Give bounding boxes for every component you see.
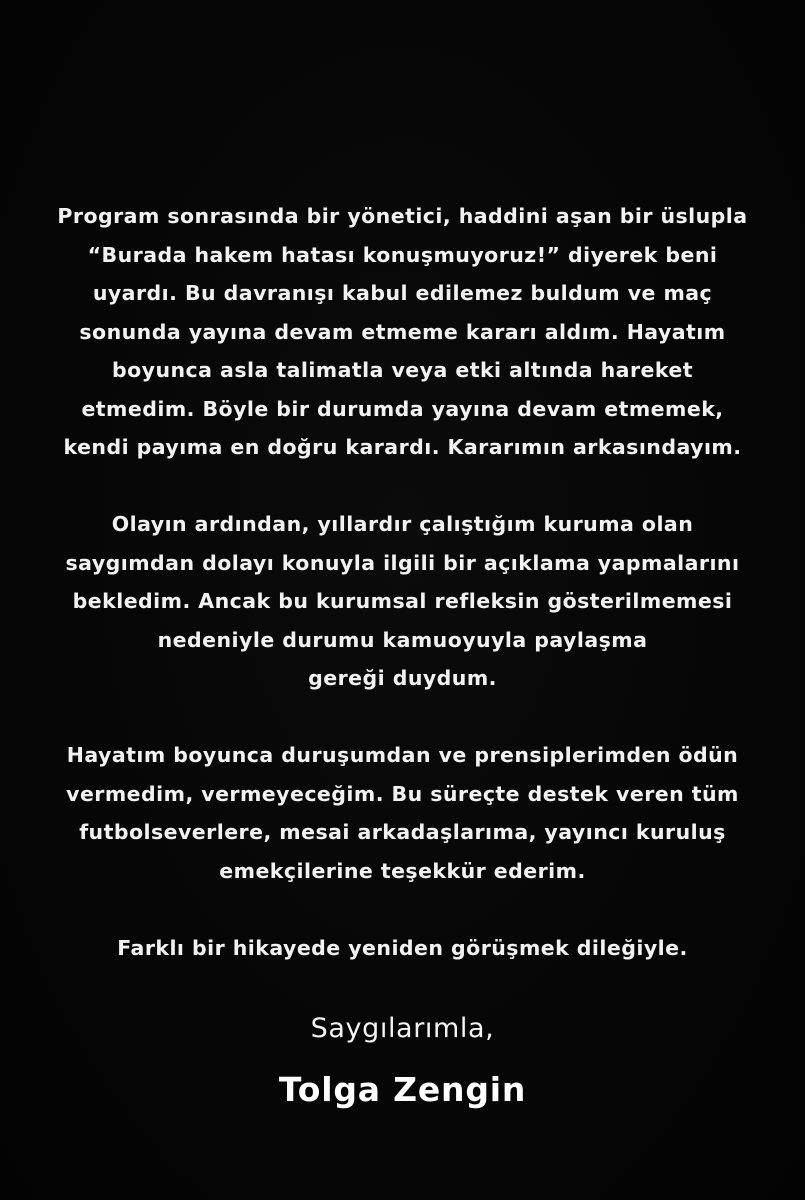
statement-body (20, 197, 785, 967)
text-line: Olayın ardından, yıllardır çalıştığım kuruma olan (111, 512, 694, 536)
closing-block (0, 1007, 805, 1112)
text-line: Hayatım boyunca duruşumdan ve prensiplerimden ödün (66, 743, 739, 767)
paragraph-incident (20, 197, 785, 467)
paragraph-spacer (20, 890, 785, 929)
signature-name: Tolga Zengin (278, 1070, 527, 1109)
paragraph-institution (20, 505, 785, 698)
text-line: boyunca asla talimatla veya etki altında hareket (112, 358, 693, 382)
paragraph-thanks (20, 736, 785, 890)
text-line: vermedim, vermeyeceğim. Bu süreçte destek veren tüm (66, 781, 739, 806)
salutation: Saygılarımla, (310, 1013, 495, 1044)
text-line: futbolseverlere, mesai arkadaşlarıma, yayıncı kuruluş (79, 820, 726, 844)
text-line: Program sonrasında bir yönetici, haddini aşan bir üslupla (57, 204, 748, 228)
text-line: emekçilerine teşekkür ederim. (219, 858, 586, 883)
text-line: saygımdan dolayı konuyla ilgili bir açıklama yapmalarını (65, 550, 740, 575)
paragraph-spacer (20, 467, 785, 506)
text-line: kendi payıma en doğru karardı. Kararımın arkasındayım. (63, 435, 742, 459)
text-line: gereği duydum. (308, 666, 497, 690)
paragraph-spacer (20, 698, 785, 737)
text-line: nedeniyle durumu kamuoyuyla paylaşma (157, 627, 648, 652)
text-line: “Burada hakem hatası konuşmuyoruz!” diyerek beni (87, 242, 718, 267)
text-line: uyardı. Bu davranışı kabul edilemez buldum ve maç (92, 281, 713, 305)
text-line: etmedim. Böyle bir durumda yayına devam etmemek, (81, 396, 724, 421)
text-line: Farklı bir hikayede yeniden görüşmek dileğiyle. (117, 935, 688, 960)
paragraph-farewell (20, 929, 785, 968)
text-line: bekledim. Ancak bu kurumsal refleksin gösterilmemesi (72, 589, 733, 613)
text-line: sonunda yayına devam etmeme kararı aldım. Hayatım (79, 319, 726, 344)
